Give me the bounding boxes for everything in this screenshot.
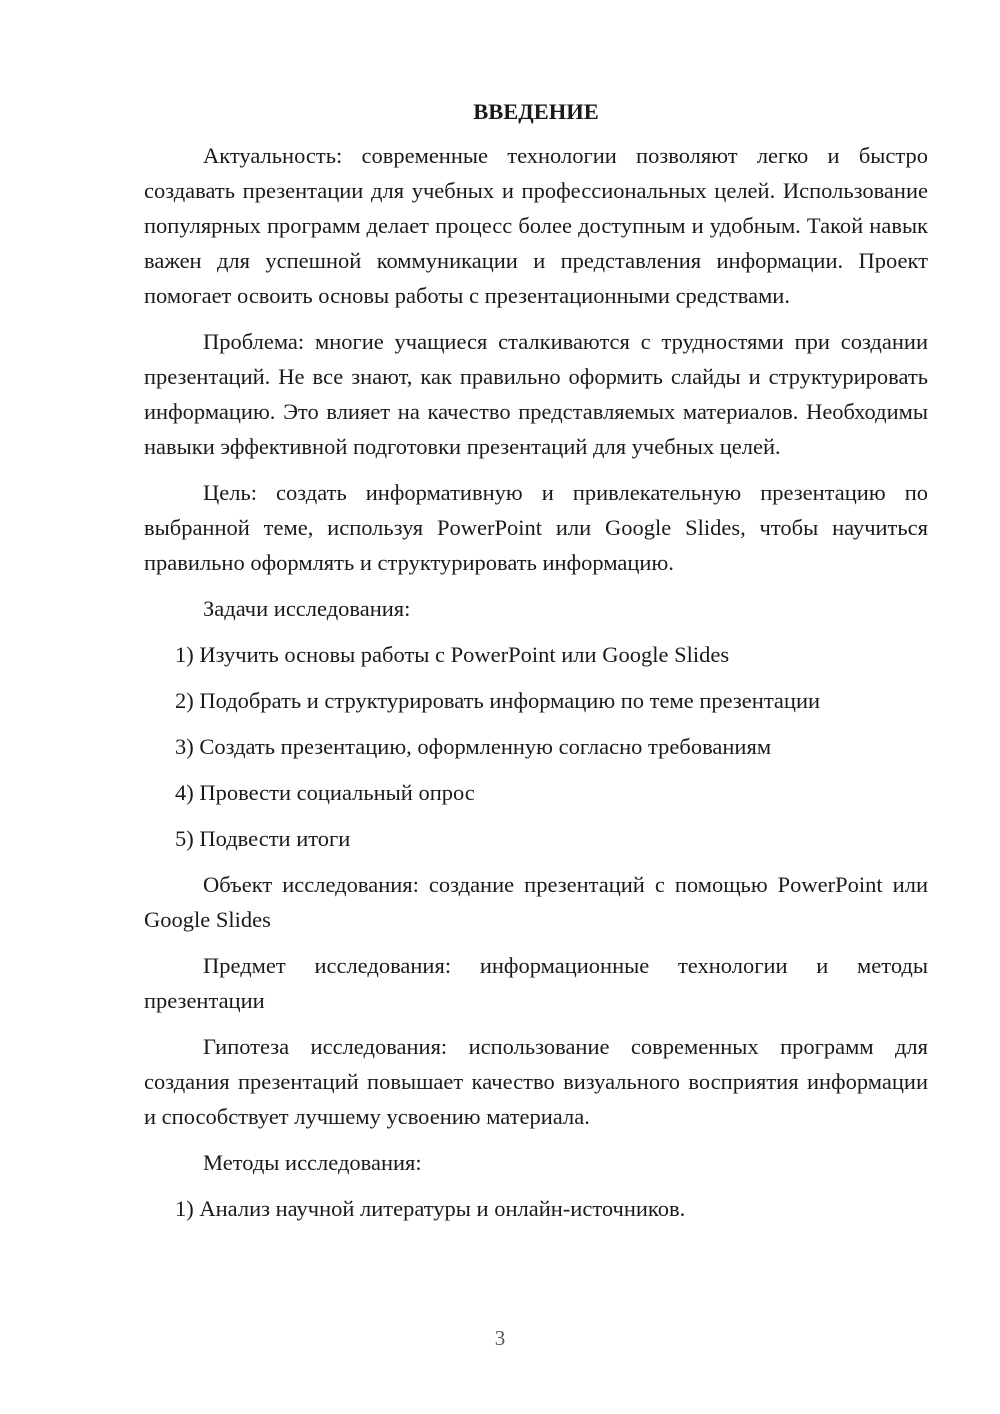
list-item: 1) Анализ научной литературы и онлайн-источников.	[175, 1196, 686, 1221]
object-paragraph: Объект исследования: создание презентаций с помощью PowerPoint или Google Slides	[144, 872, 928, 932]
problem-paragraph: Проблема: многие учащиеся сталкиваются с трудностями при создании презентаций. Не все знают, как правильно оформить слайды и структурировать информацию. Это влияет на качество представляемых материалов. Необходимы навыки эффективной подготовки презентаций для учебных целей.	[144, 329, 928, 459]
methods-heading: Методы исследования:	[203, 1150, 422, 1175]
tasks-list	[144, 637, 928, 856]
list-item: 2) Подобрать и структурировать информацию по теме презентации	[175, 688, 821, 713]
list-item: 4) Провести социальный опрос	[175, 780, 475, 805]
subject-paragraph: Предмет исследования: информационные технологии и методы презентации	[144, 953, 928, 1013]
hypothesis-paragraph: Гипотеза исследования: использование современных программ для создания презентаций повышает качество визуального восприятия информации и способствует лучшему усвоению материала.	[144, 1034, 928, 1129]
page-number: 3	[494, 1326, 506, 1350]
list-item: 3) Создать презентацию, оформленную согласно требованиям	[175, 734, 772, 759]
page-content	[144, 92, 928, 1237]
list-item: 5) Подвести итоги	[175, 826, 351, 851]
relevance-paragraph: Актуальность: современные технологии позволяют легко и быстро создавать презентации для учебных и профессиональных целей. Использование популярных программ делает процесс более доступным и удобным. Такой навык важен для успешной коммуникации и представления информации. Проект помогает освоить основы работы с презентационными средствами.	[144, 143, 928, 308]
goal-paragraph: Цель: создать информативную и привлекательную презентацию по выбранной теме, используя PowerPoint или Google Slides, чтобы научиться правильно оформлять и структурировать информацию.	[144, 480, 928, 575]
list-item: 1) Изучить основы работы с PowerPoint или Google Slides	[175, 642, 730, 667]
page-title: ВВЕДЕНИЕ	[473, 99, 599, 124]
tasks-heading: Задачи исследования:	[203, 596, 411, 621]
methods-list	[144, 1191, 928, 1226]
